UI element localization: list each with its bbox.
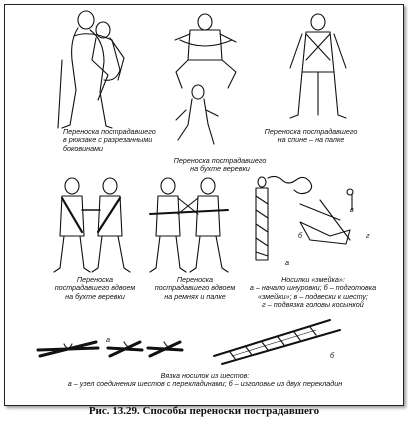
caption-rope-coil: Переноска пострадавшего на бухте веревки: [173, 156, 267, 174]
figure-caption: Рис. 13.29. Способы переноски пострадавшего: [88, 405, 320, 417]
two-rope-carry-illustration: [54, 178, 130, 272]
label-b-stretcher: б: [330, 351, 335, 360]
caption-two-straps: Переноска пострадавшего вдвоем на ремнях и палке: [154, 275, 236, 301]
label-g-snake: г: [366, 231, 370, 240]
rope-coil-carry-illustration: [175, 14, 236, 144]
label-b-snake: б: [298, 231, 303, 240]
caption-back-stick: Переноска пострадавшего на спине – на палке: [264, 127, 358, 145]
label-v-snake: в: [350, 205, 354, 214]
caption-stretcher: Вязка носилок из шестов: а – узел соединения шестов с перекладинами; б – изголовье из двух перекладин: [67, 371, 343, 389]
two-straps-carry-illustration: [150, 178, 228, 272]
pole-stretcher-illustration: [214, 320, 340, 364]
label-a-knot: а: [106, 335, 110, 344]
snake-stretcher-illustration: [256, 176, 353, 260]
caption-snake: Носилки «змейка»: а – начало шнуровки; б – подготовка «змейки»; в – подвески к шесту; г – подвязка головы косынкой: [249, 275, 377, 310]
pole-knots-illustration: [38, 342, 182, 356]
caption-two-rope: Переноска пострадавшего вдвоем на бухте веревки: [54, 275, 136, 301]
label-a-snake: а: [285, 258, 289, 267]
back-stick-carry-illustration: [290, 14, 346, 118]
caption-backpack: Переноска пострадавшего в рюкзаке с разрезанными боковинами: [63, 127, 156, 153]
backpack-carry-illustration: [58, 11, 124, 128]
